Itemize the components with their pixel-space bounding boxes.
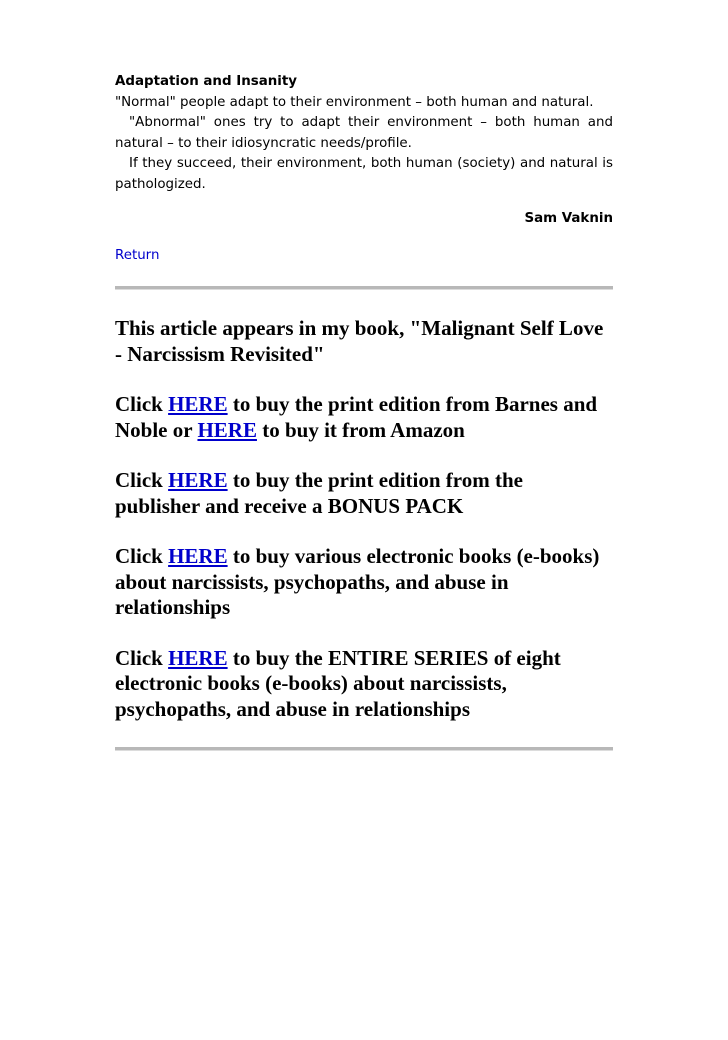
buy-text: to buy the print edition from the publisher and receive a BONUS PACK [115,468,523,518]
article-title: Adaptation and Insanity [115,74,297,89]
return-link[interactable]: Return [115,247,160,263]
series-link[interactable]: HERE [168,645,228,670]
buy-text: Click [115,645,169,670]
promo-section [115,316,613,722]
article-paragraph-normal: "Normal" people adapt to their environment – both human and natural. [115,94,594,110]
buy-series [115,646,613,723]
buy-text: Click [115,392,169,416]
buy-text: to buy it from Amazon [256,417,465,442]
buy-text: Click [115,468,169,492]
buy-text: to buy various electronic books (e-books) about narcissists, psychopaths, and abuse in relationships [115,544,600,619]
article-paragraph-succeed: If they succeed, their environment, both human (society) and natural is pathologized. [115,156,613,192]
article [115,72,613,266]
buy-ebooks [115,544,613,621]
publisher-link[interactable]: HERE [168,468,228,492]
buy-text: Click [115,544,169,568]
ebooks-link[interactable]: HERE [168,544,228,568]
article-paragraph-abnormal: "Abnormal" ones try to adapt their environment – both human and natural – to their idiosyncratic needs/profile. [115,115,613,151]
book-notice: This article appears in my book, "Malignant Self Love - Narcissism Revisited" [115,316,604,366]
amazon-link[interactable]: HERE [197,417,257,442]
buy-text: to buy the ENTIRE SERIES of eight electronic books (e-books) about narcissists, psychopaths, and abuse in relationships [115,645,561,721]
buy-text: to buy the print edition from Barnes and Noble or [115,392,598,442]
barnes-noble-link[interactable]: HERE [168,392,228,416]
buy-publisher [115,468,613,519]
article-author: Sam Vaknin [524,211,613,226]
page-content [115,72,613,751]
divider-top [115,286,613,290]
divider-bottom [115,747,613,751]
buy-barnes-amazon [115,392,613,443]
